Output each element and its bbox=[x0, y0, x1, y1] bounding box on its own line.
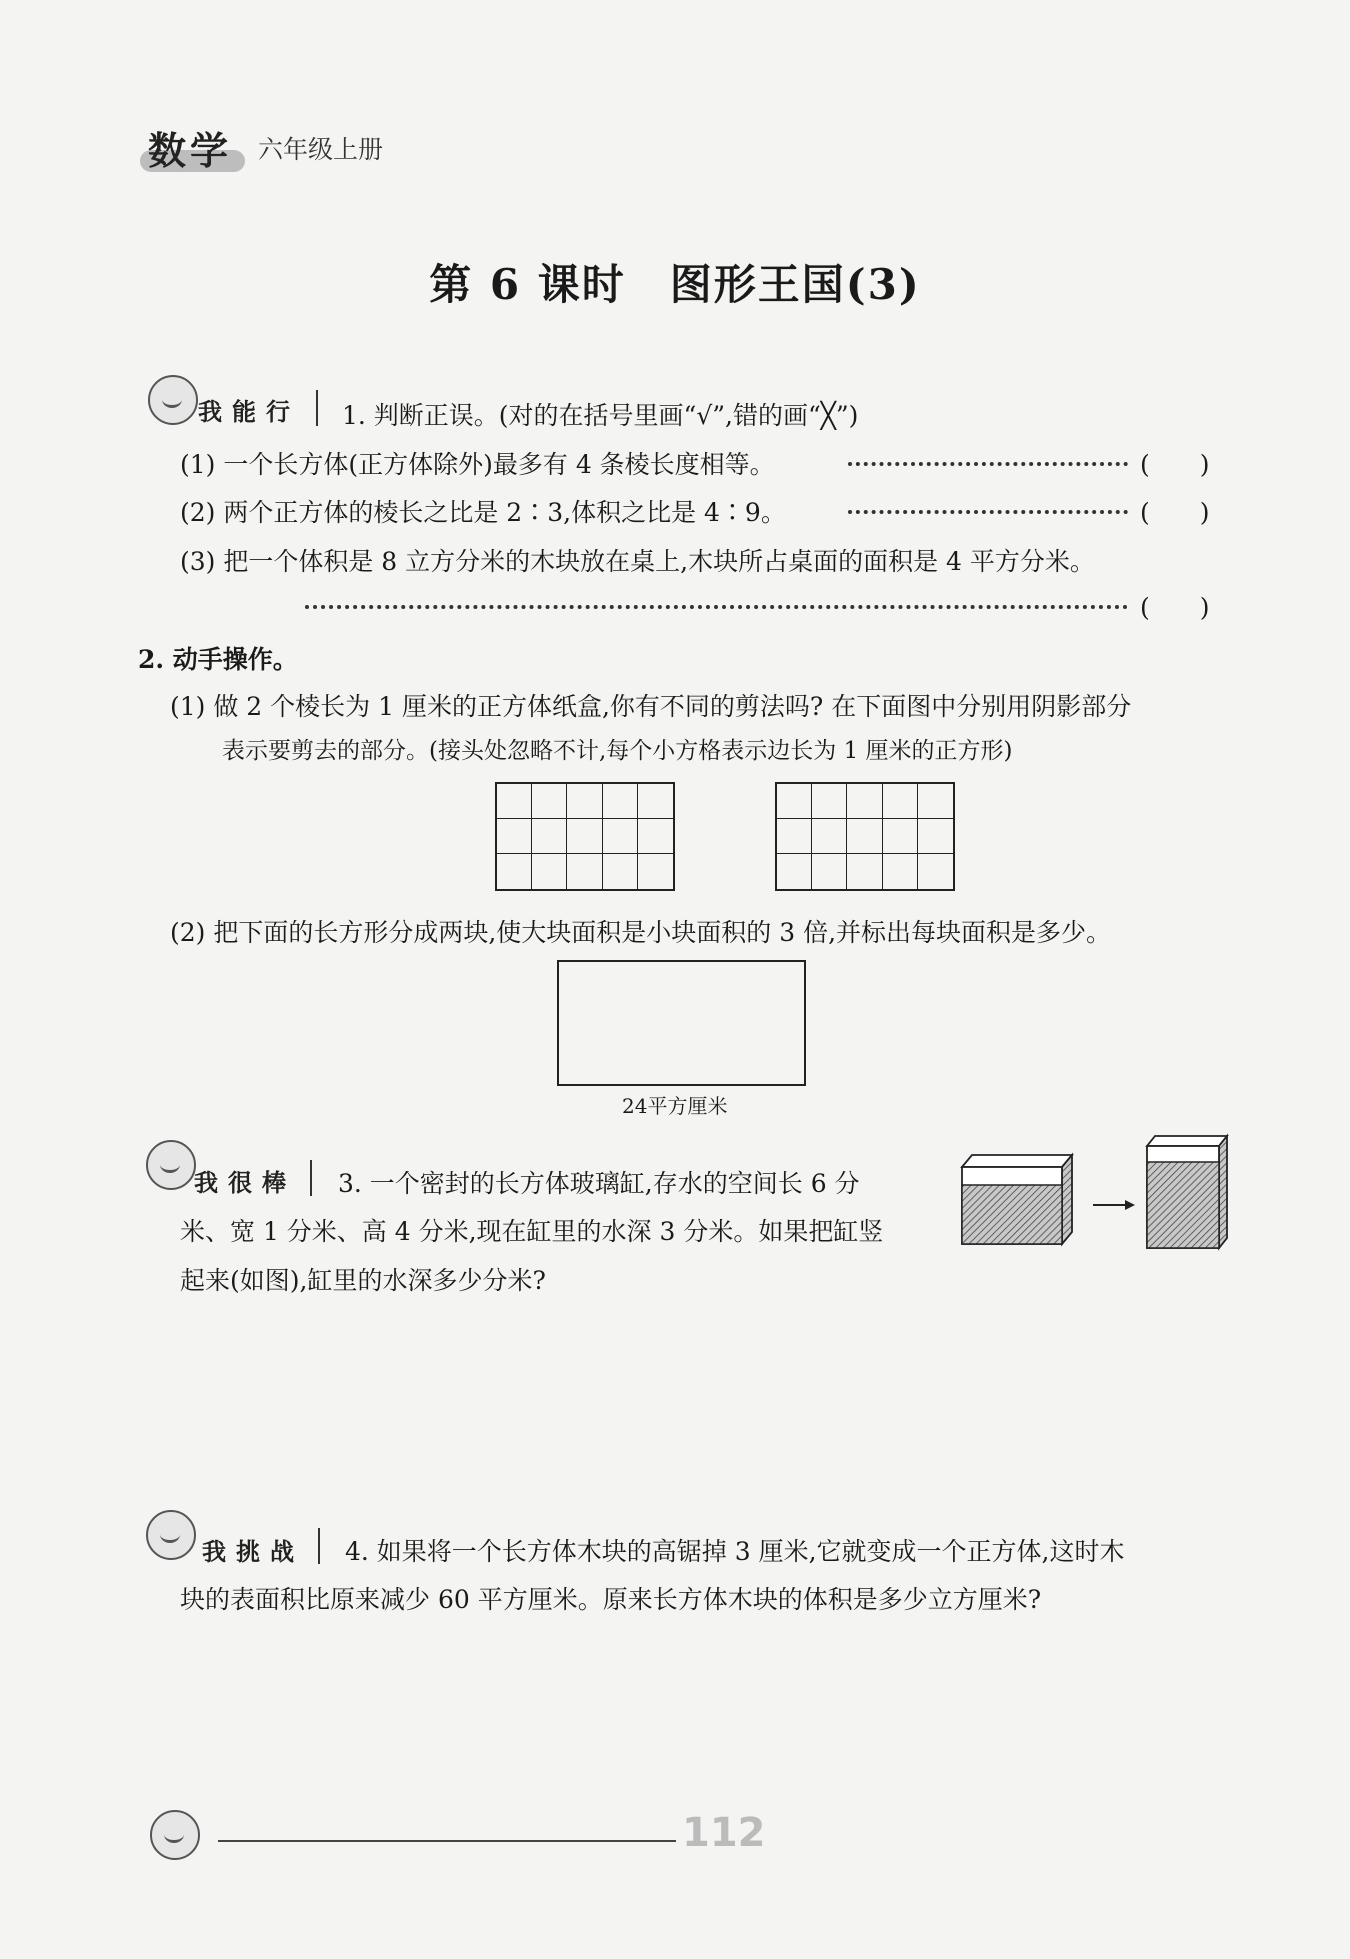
question-3-line2: 米、宽 1 分米、高 4 分米,现在缸里的水深 3 分米。如果把缸竖 bbox=[180, 1217, 884, 1246]
square-grid-right[interactable] bbox=[775, 782, 955, 891]
page-number: 112 bbox=[682, 1810, 766, 1856]
statement-2: (2) 两个正方体的棱长之比是 2∶3,体积之比是 4∶9。 bbox=[180, 498, 786, 527]
statement-1: (1) 一个长方体(正方体除外)最多有 4 条棱长度相等。 bbox=[180, 450, 775, 479]
section-badge-1: 我能行 bbox=[198, 398, 300, 426]
question-1-title: 1. 判断正误。(对的在括号里画“√”,错的画“╳”) bbox=[342, 401, 859, 430]
question-2-2: (2) 把下面的长方形分成两块,使大块面积是小块面积的 3 倍,并标出每块面积是多少。 bbox=[170, 918, 1112, 947]
question-2-1-line2: 表示要剪去的部分。(接头处忽略不计,每个小方格表示边长为 1 厘米的正方形) bbox=[222, 738, 1013, 764]
question-4-line2: 块的表面积比原来减少 60 平方厘米。原来长方体木块的体积是多少立方厘米? bbox=[180, 1585, 1042, 1614]
dot-leader bbox=[305, 605, 1128, 609]
vertical-tank bbox=[1147, 1136, 1227, 1248]
tank-diagram bbox=[955, 1130, 1235, 1255]
question-3-line1: 3. 一个密封的长方体玻璃缸,存水的空间长 6 分 bbox=[338, 1169, 860, 1198]
badge-divider bbox=[310, 1160, 312, 1196]
badge-divider bbox=[318, 1528, 320, 1564]
section-badge-3: 我挑战 bbox=[202, 1538, 304, 1566]
mascot-icon bbox=[146, 1510, 196, 1560]
horizontal-tank bbox=[962, 1155, 1072, 1244]
section-badge-2: 我很棒 bbox=[194, 1169, 296, 1197]
question-4-line1: 4. 如果将一个长方体木块的高锯掉 3 厘米,它就变成一个正方体,这时木 bbox=[345, 1537, 1125, 1566]
dot-leader bbox=[848, 510, 1128, 514]
statement-3: (3) 把一个体积是 8 立方分米的木块放在桌上,木块所占桌面的面积是 4 平方分米。 bbox=[180, 547, 1095, 576]
mascot-icon bbox=[148, 375, 198, 425]
question-2-title: 2. 动手操作。 bbox=[138, 645, 298, 674]
mascot-icon bbox=[146, 1140, 196, 1190]
grade-label: 六年级上册 bbox=[258, 135, 384, 164]
rectangle-figure[interactable] bbox=[557, 960, 806, 1086]
rectangle-area-caption: 24平方厘米 bbox=[622, 1094, 728, 1118]
question-3-line3: 起来(如图),缸里的水深多少分米? bbox=[180, 1266, 546, 1295]
square-grid-left[interactable] bbox=[495, 782, 675, 891]
footer-mascot-icon bbox=[150, 1810, 200, 1860]
answer-blank-3[interactable]: ( ) bbox=[1140, 593, 1210, 622]
question-2-1-line1: (1) 做 2 个棱长为 1 厘米的正方体纸盒,你有不同的剪法吗? 在下面图中分别用阴影部分 bbox=[170, 692, 1132, 721]
subject-title: 数学 bbox=[148, 129, 233, 173]
badge-divider bbox=[316, 390, 318, 426]
answer-blank-1[interactable]: ( ) bbox=[1140, 450, 1210, 479]
footer-rule bbox=[218, 1840, 676, 1842]
answer-blank-2[interactable]: ( ) bbox=[1140, 498, 1210, 527]
dot-leader bbox=[848, 462, 1128, 466]
arrow-right-icon bbox=[1093, 1200, 1135, 1210]
lesson-title: 第 6 课时 图形王国(3) bbox=[429, 260, 921, 309]
